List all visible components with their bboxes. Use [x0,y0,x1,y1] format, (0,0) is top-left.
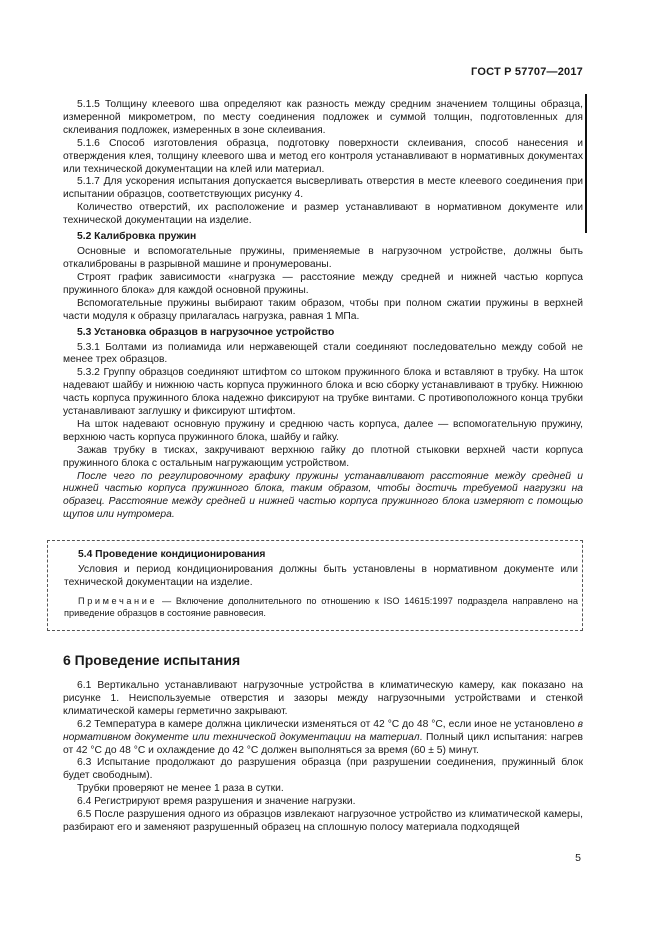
note-label: Примечание [78,595,158,606]
paragraph-6-2 [63,719,583,758]
note [64,595,578,620]
paragraph-6-2-start: 6.2 Температура в камере должна циклически изменяться от 42 °С до 48 °С, если иное не установлено [77,718,578,730]
heading-5-2: 5.2 Калибровка пружин [77,231,197,243]
paragraph-5-2-b: Строят график зависимости «нагрузка — расстояние между средней и нижней частью корпуса пружинного блока» для каждой основной пружины. [63,271,583,296]
paragraph-5-3-1: 5.3.1 Болтами из полиамида или нержавеющей стали соединяют последовательно между собой не менее трех образцов. [63,341,583,366]
paragraph-5-3-2: 5.3.2 Группу образцов соединяют штифтом со штоком пружинного блока и вставляют в трубку. На шток надевают шайбу и нижнюю часть корпуса пружинного блока и всю сборку устанавливают в трубку. Нижнюю часть корпуса пружинного блока надежно фиксируют на трубке винтами. С противоположного конца трубки устанавливают заглушку и фиксируют штифтом. [63,367,583,418]
change-marker-bar [585,94,587,233]
paragraph-vise: Зажав трубку в тисках, закручивают верхнюю гайку до плотной стыковки верхней части корпуса пружинного блока с остальным нагружающим устройством. [63,444,583,469]
paragraph-5-2-a: Основные и вспомогательные пружины, применяемые в нагрузочном устройстве, должны быть откалиброваны в разрывной машине и пронумерованы. [63,246,583,270]
section-6-body [63,680,583,835]
section-6-title: 6 Проведение испытания [63,652,241,668]
heading-5-3: 5.3 Установка образцов в нагрузочное устройство [77,326,335,338]
paragraph-5-4: Условия и период кондиционирования должны быть установлены в нормативном документе или технической документации на изделие. [64,564,578,588]
paragraph-5-1-6: 5.1.6 Способ изготовления образца, подготовку поверхности склеивания, способ нанесения и отверждения клея, толщину клеевого шва и метод его контроля устанавливают в нормативных документах или технической документации на клей или материал. [63,137,583,175]
paragraph-5-1-5: 5.1.5 Толщину клеевого шва определяют как разность между средним значением толщины образца, измеренной микрометром, по месту соединения подложек и суммой толщин, подготовленных для склеивания подложек, измеренных в зоне склеивания. [63,99,583,136]
heading-5-4: 5.4 Проведение кондиционирования [78,549,266,560]
paragraph-6-2-italic: в нормативном документе или технической документации на материал [63,718,583,743]
paragraph-italic-adjust: После чего по регулировочному графику пружины устанавливают расстояние между средней и нижней частью корпуса пружинного блока, таким образом, чтобы достичь требуемой нагрузки на образец. Расстояние между средней и нижней частью корпуса пружинного блока измеряют с помощью щупов или нутромера. [63,470,583,521]
paragraph-6-1: 6.1 Вертикально устанавливают нагрузочные устройства в климатическую камеру, как показано на рисунке 1. Неиспользуемые отверстия и зазоры между нагрузочными устройствами и стенкой климатической камеры герметично закрывают. [63,680,583,717]
section-5-body [63,99,583,522]
page-number: 5 [575,852,581,864]
standard-code: ГОСТ Р 57707—2017 [471,66,583,78]
paragraph-tubes: Трубки проверяют не менее 1 раза в сутки. [77,783,284,795]
paragraph-5-2-c: Вспомогательные пружины выбирают таким образом, чтобы при полном сжатии пружины в верхней части модуля к образцу прилагалась нагрузка, равная 1 МПа. [63,297,583,322]
paragraph-6-5: 6.5 После разрушения одного из образцов извлекают нагрузочное устройство из климатической камеры, разбирают его и заменяют разрушенный образец на сплошную полосу материала подходящей [63,809,583,833]
paragraph-6-2-end: . Полный цикл испытания: нагрев от 42 °С до 48 °С и охлаждение до 42 °С должен выполняться за время (60 ± 5) минут. [63,731,583,756]
paragraph-holes: Количество отверстий, их расположение и размер устанавливают в нормативном документе или технической документации на изделие. [63,202,583,227]
paragraph-6-3: 6.3 Испытание продолжают до разрушения образца (при разрушении соединения, пружинный блок будет свободным). [63,757,583,782]
paragraph-6-4: 6.4 Регистрируют время разрушения и значение нагрузки. [77,796,356,808]
note-text: — Включение дополнительного по отношению к ISO 14615:1997 подраздела направлено на приведение образцов в состояние равновесия. [64,595,578,619]
conditioning-box [47,540,583,631]
paragraph-spring: На шток надевают основную пружину и среднюю часть корпуса, далее — вспомогательную пружину, верхнюю часть корпуса пружинного блока, шайбу и гайку. [63,418,583,443]
paragraph-5-1-7: 5.1.7 Для ускорения испытания допускается высверливать отверстия в месте клеевого соединения при испытании образцов, соответствующих рисунку 4. [63,176,583,201]
